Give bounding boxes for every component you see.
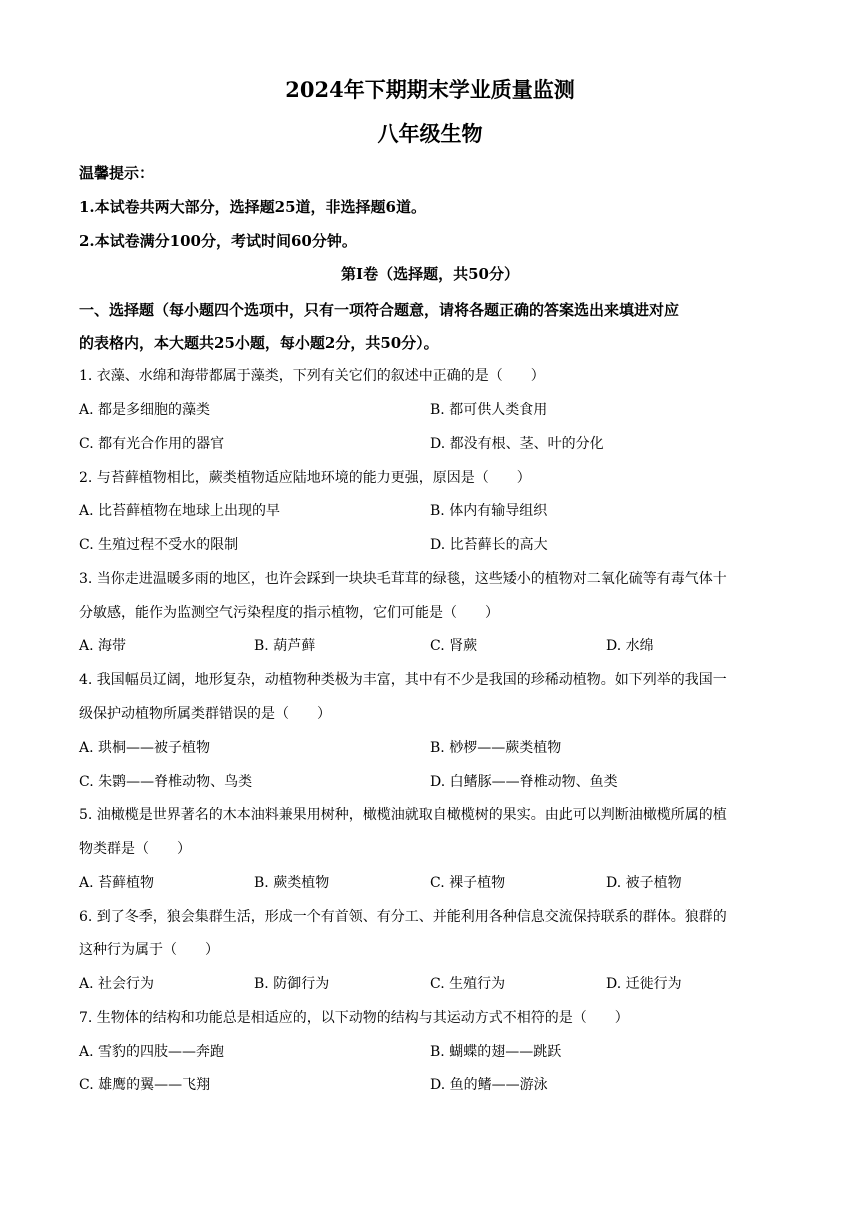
tips-heading: 温馨提示： (79, 164, 155, 182)
question-stem: 4. 我国幅员辽阔，地形复杂，动植物种类极为丰富，其中有不少是我国的珍稀动植物。如下列举的我国一 (79, 672, 727, 688)
question-stem: 这种行为属于（ ） (79, 942, 219, 958)
option-a: A. 珙桐——被子植物 (79, 740, 211, 756)
option-c: C. 雄鹰的翼——飞翔 (79, 1077, 211, 1093)
question-stem: 3. 当你走进温暖多雨的地区，也许会踩到一块块毛茸茸的绿毯，这些矮小的植物对二氧化硫等有毒气体十 (79, 571, 727, 587)
tip-item: 1.本试卷共两大部分，选择题25道，非选择题6道。 (79, 198, 426, 216)
option-c: C. 生殖过程不受水的限制 (79, 537, 239, 553)
option-b: B. 防御行为 (254, 976, 330, 992)
option-b: B. 蝴蝶的翅——跳跃 (430, 1044, 562, 1060)
question-stem: 5. 油橄榄是世界著名的木本油料兼果用树种，橄榄油就取自橄榄树的果实。由此可以判断油橄榄所属的植 (79, 807, 727, 823)
question-stem: 1. 衣藻、水绵和海带都属于藻类，下列有关它们的叙述中正确的是（ ） (79, 368, 545, 384)
tip-item: 2.本试卷满分100分，考试时间60分钟。 (79, 232, 357, 250)
option-a: A. 社会行为 (79, 976, 155, 992)
question-stem: 分敏感，能作为监测空气污染程度的指示植物，它们可能是（ ） (79, 605, 499, 621)
option-c: C. 生殖行为 (430, 976, 506, 992)
option-b: B. 都可供人类食用 (430, 402, 548, 418)
option-c: C. 裸子植物 (430, 875, 506, 891)
option-d: D. 都没有根、茎、叶的分化 (430, 436, 604, 452)
option-a: A. 比苔藓植物在地球上出现的早 (79, 503, 281, 519)
option-a: A. 都是多细胞的藻类 (79, 402, 211, 418)
option-d: D. 水绵 (606, 638, 654, 654)
question-stem: 2. 与苔藓植物相比，蕨类植物适应陆地环境的能力更强，原因是（ ） (79, 470, 531, 486)
option-d: D. 鱼的鳍——游泳 (430, 1077, 548, 1093)
option-d: D. 白鳍豚——脊椎动物、鱼类 (430, 774, 618, 790)
section-instruction: 的表格内，本大题共25小题，每小题2分，共50分）。 (79, 334, 439, 352)
option-b: B. 蕨类植物 (254, 875, 330, 891)
option-a: A. 苔藓植物 (79, 875, 155, 891)
exam-subject: 八年级生物 (377, 121, 483, 146)
exam-title: 2024年下期期末学业质量监测 (285, 77, 575, 102)
option-c: C. 肾蕨 (430, 638, 478, 654)
option-d: D. 迁徙行为 (606, 976, 682, 992)
option-b: B. 桫椤——蕨类植物 (430, 740, 562, 756)
option-a: A. 雪豹的四肢——奔跑 (79, 1044, 225, 1060)
option-b: B. 体内有输导组织 (430, 503, 548, 519)
section-title: 第Ⅰ卷（选择题，共50分） (341, 265, 519, 283)
section-instruction: 一、选择题（每小题四个选项中，只有一项符合题意，请将各题正确的答案选出来填进对应 (79, 301, 680, 319)
question-stem: 6. 到了冬季，狼会集群生活，形成一个有首领、有分工、并能利用各种信息交流保持联系的群体。狼群的 (79, 909, 727, 925)
question-stem: 物类群是（ ） (79, 841, 191, 857)
option-a: A. 海带 (79, 638, 127, 654)
option-c: C. 朱鹮——脊椎动物、鸟类 (79, 774, 253, 790)
option-d: D. 被子植物 (606, 875, 682, 891)
option-d: D. 比苔藓长的高大 (430, 537, 548, 553)
option-b: B. 葫芦藓 (254, 638, 316, 654)
question-stem: 7. 生物体的结构和功能总是相适应的，以下动物的结构与其运动方式不相符的是（ ） (79, 1010, 629, 1026)
question-stem: 级保护动植物所属类群错误的是（ ） (79, 706, 331, 722)
option-c: C. 都有光合作用的器官 (79, 436, 225, 452)
